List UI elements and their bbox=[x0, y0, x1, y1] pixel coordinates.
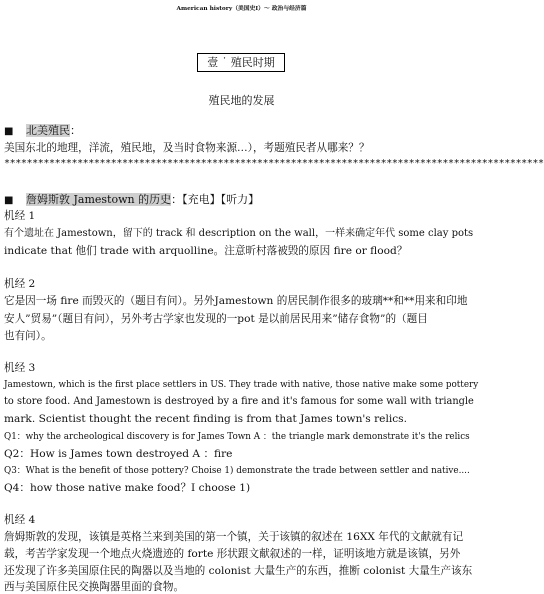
section-subtitle: 殖民地的发展 bbox=[208, 94, 275, 107]
opportunity3-line: Jamestown, which is the first place settlers in US. They trade with native, those native make some pottery bbox=[4, 380, 479, 390]
chapter-heading-box: 壹 ˙ 殖民时期 bbox=[197, 53, 285, 72]
opportunity2-line: 安人”贸易”（题目有问），另外考古学家也发现的一pot 是以前居民用来”储存食物”的（题目 bbox=[4, 313, 428, 325]
section2-heading-line bbox=[4, 193, 259, 208]
opportunity2-line: 它是因一场 fire 而毁灭的（题目有问）。另外Jamestown 的居民制作很多的玻璃**和**用来和印地 bbox=[4, 295, 468, 307]
opportunity2-line: 也有问）。 bbox=[4, 330, 52, 342]
section1-heading: 北美殖民 bbox=[26, 124, 70, 137]
opportunity3-question: Q1：why the archeological discovery is for James Town A ：the triangle mark demonstrate it's the relics bbox=[4, 432, 470, 442]
opportunity3-label: 机经 3 bbox=[4, 362, 36, 374]
star-separator: ************************************************************************************************ bbox=[4, 158, 544, 169]
opportunity2-label: 机经 2 bbox=[4, 278, 36, 290]
opportunity1-line: 有个遗址在 Jamestown，留下的 track 和 description on the wall，一样来确定年代 some clay pots bbox=[4, 228, 474, 239]
opportunity4-line: 西与美国原住民交换陶器里面的食物。 bbox=[4, 581, 185, 593]
section2-heading: 詹姆斯敦 Jamestown 的历史 bbox=[26, 193, 172, 206]
opportunity3-line: mark. Scientist thought the recent finding is from that James town's relics. bbox=[4, 413, 407, 425]
section2-heading-suffix: ：【充电】【听力】 bbox=[171, 193, 260, 206]
document-title: American history（美国史Ⅰ）～ 政治与经济篇 bbox=[176, 6, 307, 12]
opportunity4-line: 詹姆斯敦的发现，该镇是英格兰来到美国的第一个镇，关于该镇的叙述在 16XX 年代的文献就有记 bbox=[4, 531, 464, 543]
square-bullet-icon: ■ bbox=[4, 195, 14, 206]
section1-text: 美国东北的地理，洋流，殖民地，及当时食物来源…），考题殖民者从哪来？？ bbox=[4, 142, 370, 154]
section1-heading-suffix: ： bbox=[70, 124, 81, 137]
opportunity4-line: 还发现了许多美国原住民的陶器以及当地的 colonist 大量生产的东西，推断 colonist 大量生产该东 bbox=[4, 565, 473, 577]
opportunity1-label: 机经 1 bbox=[4, 210, 36, 222]
opportunity3-question: Q3：What is the benefit of those pottery? Choise 1) demonstrate the trade between settler and native.... bbox=[4, 466, 470, 476]
opportunity1-line: indicate that 他们 trade with arquolline。注意昕村落被毁的原因 fire or flood？ bbox=[4, 245, 408, 257]
square-bullet-icon: ■ bbox=[4, 126, 14, 137]
opportunity4-label: 机经 4 bbox=[4, 514, 36, 526]
opportunity3-line: to store food. And Jamestown is destroyed by a fire and it's famous for some wall with triangle bbox=[4, 396, 474, 407]
opportunity4-line: 载，考苦学家发现一个地点火烧遗迹的 forte 形状跟文献叙述的一样，证明该地方就是该镇，另外 bbox=[4, 548, 461, 560]
opportunity3-question: Q2：How is James town destroyed A ：fire bbox=[4, 448, 233, 460]
section1-heading-line bbox=[4, 124, 81, 139]
opportunity3-question: Q4：how those native make food？I choose 1) bbox=[4, 482, 251, 494]
